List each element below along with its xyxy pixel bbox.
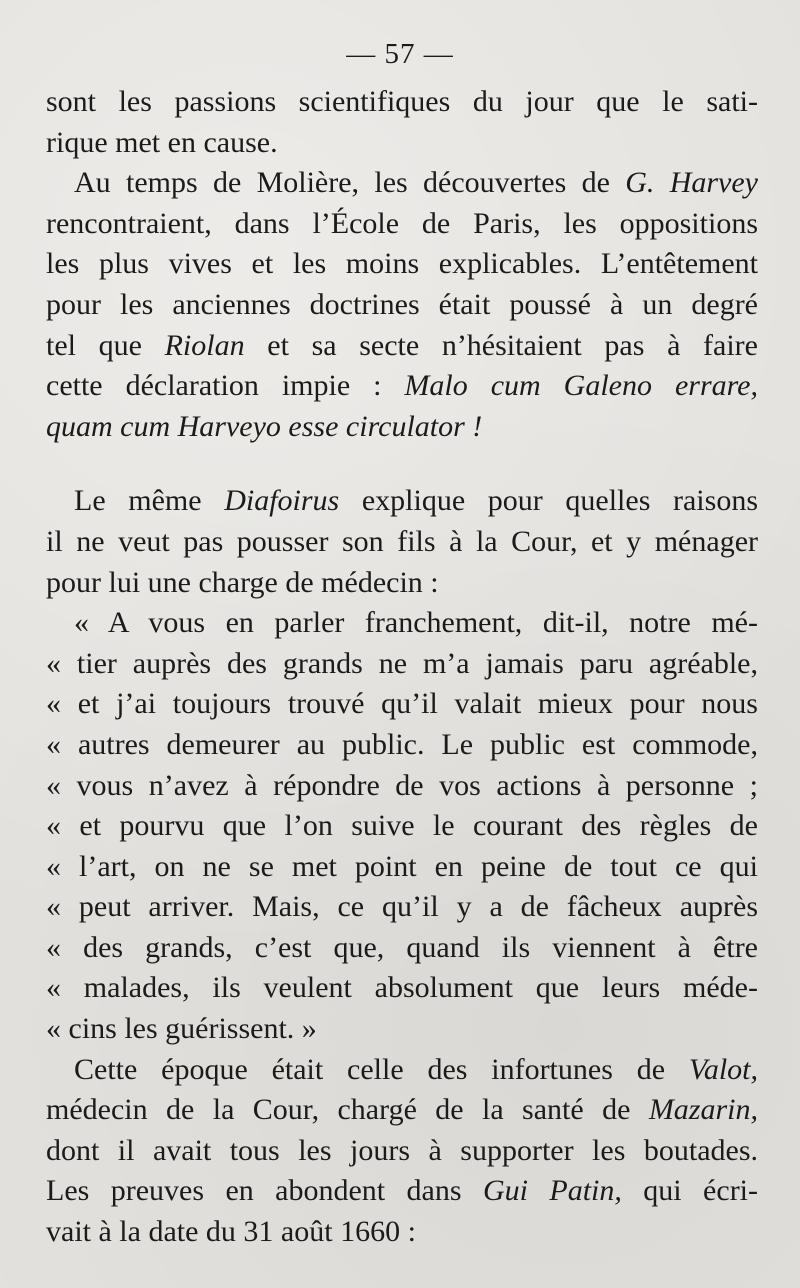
quote-line: « malades, ils veulent absolument que leurs méde- — [46, 971, 758, 1005]
page-number: — 57 — — [346, 38, 454, 70]
text-line: Le même Diafoirus explique pour quelles raisons — [74, 484, 758, 518]
text-line: vait à la date du 31 août 1660 : — [46, 1215, 416, 1249]
text-line: il ne veut pas pousser son fils à la Cour, et y ménager — [46, 524, 758, 558]
quote-line: « A vous en parler franchement, dit-il, notre mé- — [74, 606, 758, 640]
quote-line: « peut arriver. Mais, ce qu’il y a de fâcheux auprès — [46, 890, 758, 924]
paragraph-gap — [46, 447, 758, 481]
text-line: tel que Riolan et sa secte n’hésitaient pas à faire — [46, 328, 758, 362]
quote-line: « et pourvu que l’on suive le courant des règles de — [46, 809, 758, 843]
text-line: rique met en cause. — [46, 125, 278, 159]
quote-line: « l’art, on ne se met point en peine de tout ce qui — [46, 849, 758, 883]
text-line: Au temps de Molière, les découvertes de G. Harvey — [74, 166, 759, 200]
text-line: cette déclaration impie : Malo cum Galeno errare, — [46, 369, 758, 403]
quote-line: « et j’ai toujours trouvé qu’il valait mieux pour nous — [46, 687, 758, 721]
quote-line: « tier auprès des grands ne m’a jamais paru agréable, — [46, 646, 758, 680]
quote-line: « autres demeurer au public. Le public est commode, — [46, 727, 758, 761]
text-line: médecin de la Cour, chargé de la santé de Mazarin, — [46, 1093, 758, 1127]
quote-line: « vous n’avez à répondre de vos actions à personne ; — [46, 768, 758, 802]
text-line: les plus vives et les moins explicables. L’entêtement — [46, 247, 758, 281]
text-line: Les preuves en abondent dans Gui Patin, qui écri- — [46, 1174, 759, 1208]
quote-line: « cins les guérissent. » — [46, 1012, 317, 1046]
text-line: pour lui une charge de médecin : — [46, 565, 439, 599]
text-line: Cette époque était celle des infortunes de Valot, — [74, 1052, 758, 1086]
text-line: sont les passions scientifiques du jour que le sati- — [46, 85, 758, 118]
text-line: dont il avait tous les jours à supporter les boutades. — [46, 1133, 758, 1167]
text-line: quam cum Harveyo esse circulator ! — [46, 409, 483, 443]
text-line: rencontraient, dans l’École de Paris, les oppositions — [46, 206, 758, 240]
body-text — [46, 82, 758, 1253]
quote-line: « des grands, c’est que, quand ils viennent à être — [46, 930, 758, 964]
text-line: pour les anciennes doctrines était poussé à un degré — [46, 287, 758, 321]
